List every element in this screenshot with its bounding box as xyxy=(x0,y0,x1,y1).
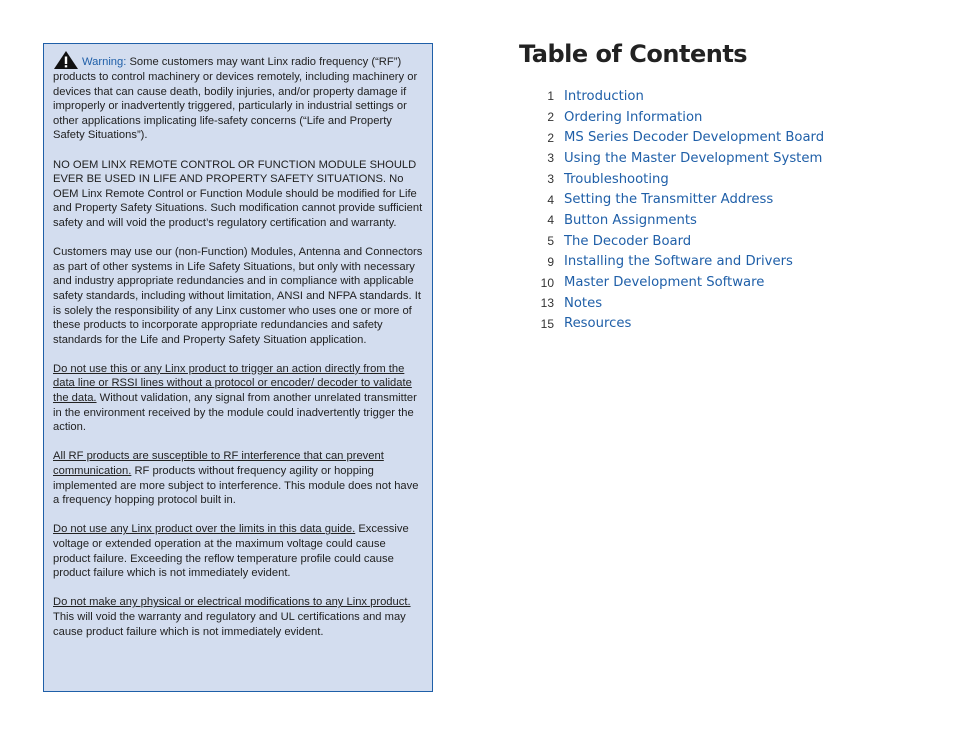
warning-box xyxy=(43,43,433,692)
toc-item-master-development-software[interactable] xyxy=(536,272,824,293)
warning-label: Warning: xyxy=(82,56,127,68)
toc-link[interactable]: Troubleshooting xyxy=(564,171,669,187)
toc-list xyxy=(536,86,824,334)
limits-paragraph xyxy=(53,522,424,580)
toc-page-number: 13 xyxy=(540,296,554,311)
modifications-paragraph xyxy=(53,595,424,639)
toc-page-number: 15 xyxy=(540,316,554,331)
warning-intro-text: Some customers may want Linx radio frequency (“RF”) products to control machinery or devices remotely, including machinery or devices that can cause death, bodily injuries, and/or property damage if improperly or inadvertently triggered, particularly in industrial settings or other applications implicating life-safety concerns (“Life and Property Safety Situations”). xyxy=(53,56,418,142)
toc-item-troubleshooting[interactable] xyxy=(536,169,824,190)
toc-page-number: 9 xyxy=(547,254,554,269)
modifications-body: This will void the warranty and regulatory and UL certifications and may cause product failure which is not immediately evident. xyxy=(53,610,406,638)
toc-item-decoder-development-board[interactable] xyxy=(536,127,824,148)
toc-link[interactable]: Introduction xyxy=(564,88,644,104)
toc-page-number: 10 xyxy=(540,275,554,290)
toc-link[interactable]: Setting the Transmitter Address xyxy=(564,192,774,208)
toc-link[interactable]: Button Assignments xyxy=(564,212,697,228)
toc-page-number: 4 xyxy=(547,192,554,207)
oem-body: No OEM Linx Remote Control or Function Module should be modified for Life and Property Safety Situations. Such modification cannot provide sufficient safety and will void the product’s regulatory certification and warranty. xyxy=(53,173,423,229)
toc-item-master-development-system[interactable] xyxy=(536,148,824,169)
toc-link[interactable]: Master Development Software xyxy=(564,275,765,291)
warning-intro-paragraph xyxy=(53,50,424,143)
oem-heading: NO OEM LINX REMOTE CONTROL OR FUNCTION MODULE SHOULD EVER BE USED IN LIFE AND PROPERTY SAFETY SITUATIONS. xyxy=(53,158,417,186)
toc-link[interactable]: Resources xyxy=(564,316,632,332)
toc-item-transmitter-address[interactable] xyxy=(536,189,824,210)
toc-link[interactable]: The Decoder Board xyxy=(564,233,692,249)
toc-page-number: 1 xyxy=(547,89,554,104)
toc-page-number: 2 xyxy=(547,110,554,125)
toc-item-introduction[interactable] xyxy=(536,86,824,107)
customers-paragraph xyxy=(53,245,424,347)
customers-body: Customers may use our (non-Function) Modules, Antenna and Connectors as part of other systems in Life Safety Situations, but only with necessary and industry appropriate redundancies and in compliance with applicable safety standards, including without limitation, ANSI and NFPA standards. It is solely the responsibility of any Linx customer who uses one or more of these products to incorporate appropriate redundancies and safety standards for the Life and Property Safety Situation application. xyxy=(53,246,423,346)
toc-item-resources[interactable] xyxy=(536,314,824,335)
toc-link[interactable]: Using the Master Development System xyxy=(564,150,823,166)
toc-item-decoder-board[interactable] xyxy=(536,231,824,252)
toc-link[interactable]: MS Series Decoder Development Board xyxy=(564,130,825,146)
trigger-heading: Do not use this or any Linx product to trigger an action directly from the data line or RSSI lines without a protocol or encoder/ decoder to validate the data. xyxy=(53,362,412,405)
toc-item-button-assignments[interactable] xyxy=(536,210,824,231)
rf-body: RF products without frequency agility or hopping implemented are more subject to interference. This module does not have a frequency hopping protocol built in. xyxy=(53,465,419,507)
toc-page-number: 3 xyxy=(547,172,554,187)
toc-title: Table of Contents xyxy=(519,40,748,68)
toc-page-number: 2 xyxy=(547,130,554,145)
warning-triangle-icon xyxy=(53,50,79,70)
toc-link[interactable]: Installing the Software and Drivers xyxy=(564,254,793,270)
toc-link[interactable]: Notes xyxy=(564,295,603,311)
oem-paragraph xyxy=(53,158,424,231)
limits-heading: Do not use any Linx product over the limits in this data guide. xyxy=(53,523,356,536)
trigger-paragraph xyxy=(53,362,424,435)
rf-heading: All RF products are susceptible to RF interference that can prevent communication. xyxy=(53,450,384,478)
toc-item-installing-software[interactable] xyxy=(536,252,824,273)
rf-paragraph xyxy=(53,449,424,507)
toc-page-number: 3 xyxy=(547,151,554,166)
toc-page-number: 5 xyxy=(547,234,554,249)
toc-page-number: 4 xyxy=(547,213,554,228)
trigger-body: Without validation, any signal from another unrelated transmitter in the environment received by the module could inadvertently trigger the action. xyxy=(53,392,417,434)
modifications-heading: Do not make any physical or electrical modifications to any Linx product. xyxy=(53,596,411,609)
toc-link[interactable]: Ordering Information xyxy=(564,109,703,125)
toc-item-ordering-information[interactable] xyxy=(536,107,824,128)
limits-body: Excessive voltage or extended operation at the maximum voltage could cause product failure. Exceeding the reflow temperature profile could cause product failure which is not immediately evident. xyxy=(53,523,409,580)
toc-item-notes[interactable] xyxy=(536,293,824,314)
